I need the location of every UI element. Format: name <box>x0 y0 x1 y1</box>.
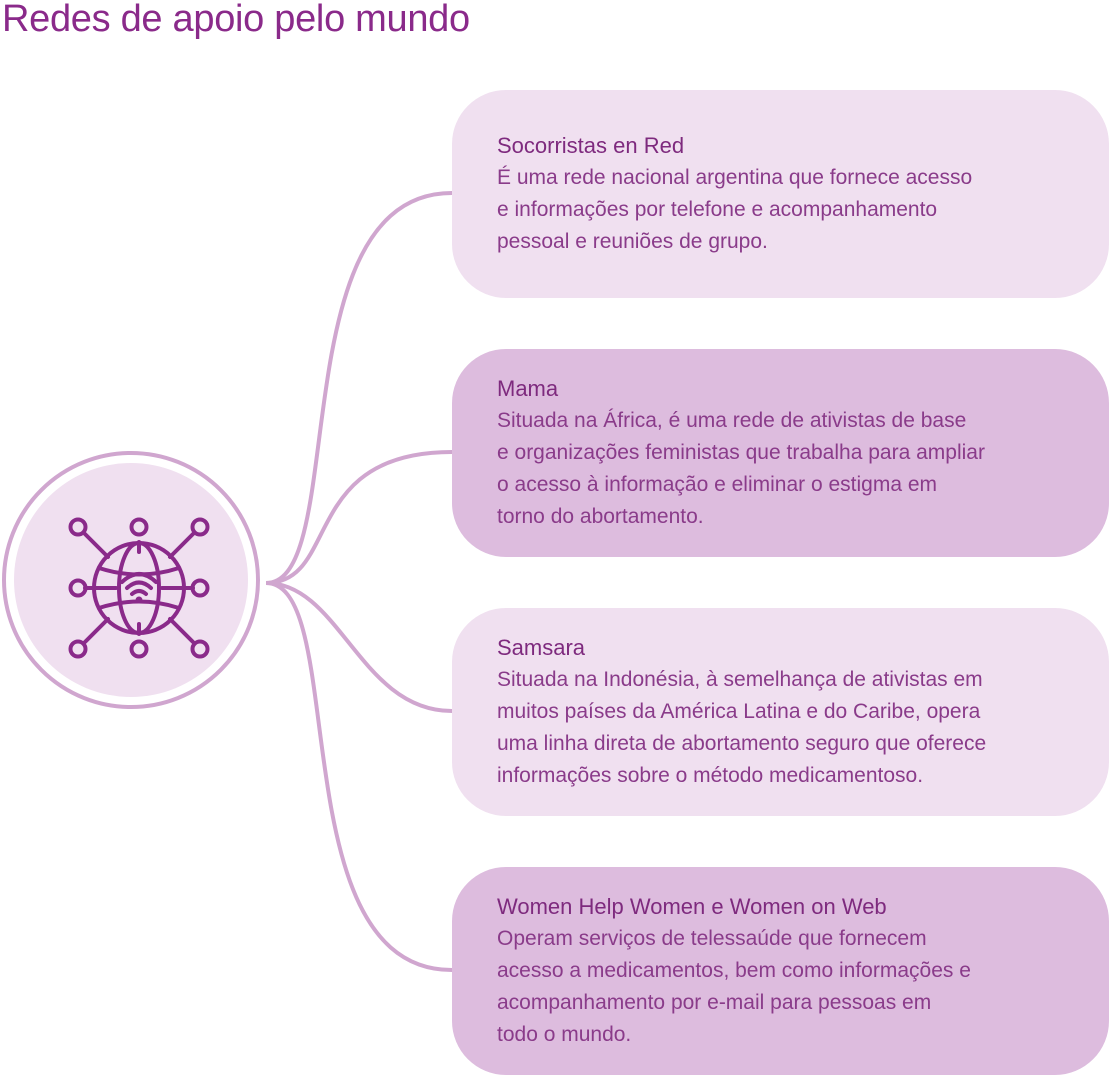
network-card-socorristas <box>452 90 1109 298</box>
card-description <box>497 405 1069 533</box>
card-title: Women Help Women e Women on Web <box>497 894 887 919</box>
card-text-line: todo o mundo. <box>497 1023 632 1046</box>
card-description <box>497 162 1069 258</box>
network-hub-inner <box>14 463 248 697</box>
page-title: Redes de apoio pelo mundo <box>2 0 470 40</box>
connector-socorristas <box>266 193 452 583</box>
card-description <box>497 923 1069 1051</box>
card-text-line: Situada na Indonésia, à semelhança de ativistas em <box>497 668 983 691</box>
network-card-samsara <box>452 608 1109 816</box>
network-hub <box>2 451 260 709</box>
card-text-line: e informações por telefone e acompanhamento <box>497 198 938 221</box>
network-card-mama <box>452 349 1109 557</box>
card-text-line: acesso a medicamentos, bem como informações e <box>497 959 971 982</box>
card-text-line: informações sobre o método medicamentoso. <box>497 764 924 787</box>
card-text-line: Operam serviços de telessaúde que fornecem <box>497 927 927 950</box>
card-text-line: acompanhamento por e-mail para pessoas em <box>497 991 932 1014</box>
card-title: Mama <box>497 376 559 401</box>
card-text-line: Situada na África, é uma rede de ativistas de base <box>497 409 967 432</box>
card-text-line: uma linha direta de abortamento seguro que oferece <box>497 732 987 755</box>
card-title: Samsara <box>497 635 586 660</box>
network-globe-icon <box>64 513 214 663</box>
card-text-line: muitos países da América Latina e do Caribe, opera <box>497 700 981 723</box>
card-title: Socorristas en Red <box>497 133 685 158</box>
card-description <box>497 664 1069 792</box>
card-text-line: o acesso à informação e eliminar o estigma em <box>497 473 938 496</box>
connector-whw <box>266 583 452 970</box>
card-text-line: pessoal e reuniões de grupo. <box>497 230 768 253</box>
card-text-line: e organizações feministas que trabalha para ampliar <box>497 441 985 464</box>
network-card-women-help-women <box>452 867 1109 1075</box>
card-text-line: torno do abortamento. <box>497 505 704 528</box>
card-text-line: É uma rede nacional argentina que fornece acesso <box>497 166 973 189</box>
